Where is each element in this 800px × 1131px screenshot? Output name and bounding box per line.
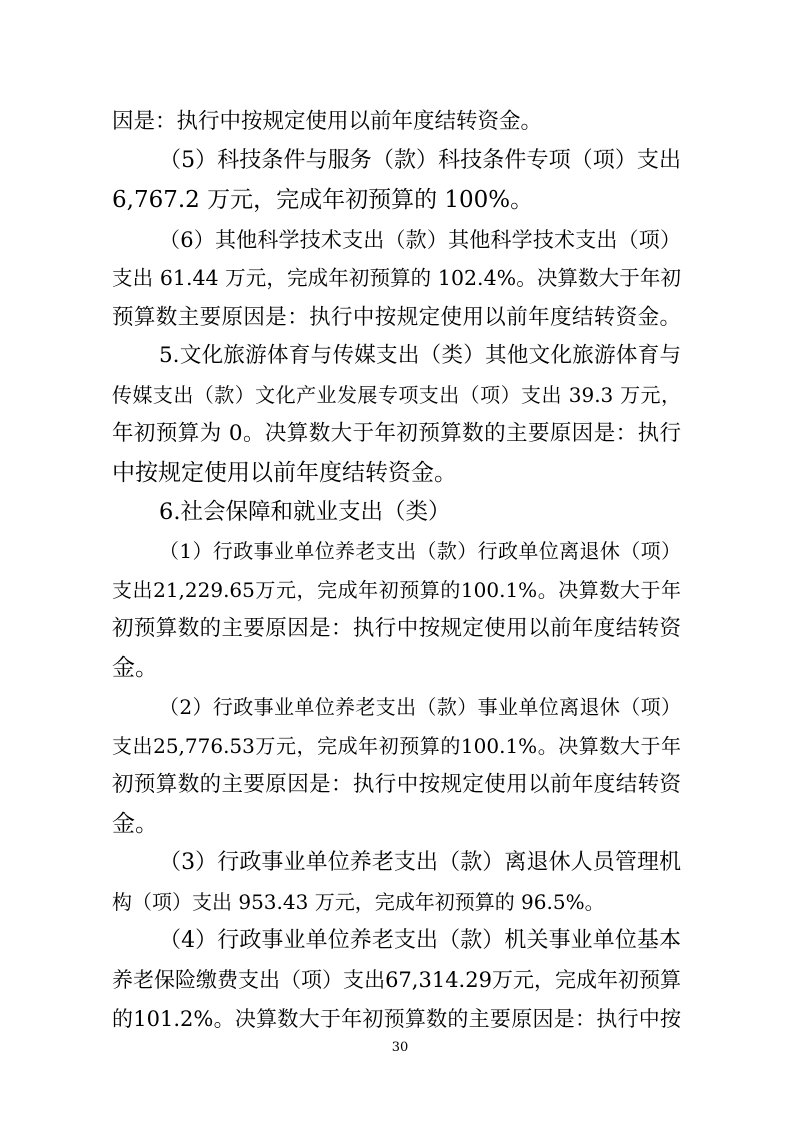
text-line: 年初预算为 0。决算数大于年初预算数的主要原因是：执行 bbox=[112, 421, 681, 447]
text-line: 养老保险缴费支出（项）支出67,314.29万元，完成年初预算 bbox=[112, 967, 681, 992]
text-line: 支出25,776.53万元，完成年初预算的100.1%。决算数大于年 bbox=[112, 734, 681, 759]
text-line: （1）行政事业单位养老支出（款）行政单位离退休（项） bbox=[159, 538, 681, 563]
text-line: 构（项）支出 953.43 万元，完成年初预算的 96.5%。 bbox=[112, 889, 605, 914]
text-line: 的101.2%。决算数大于年初预算数的主要原因是：执行中按 bbox=[112, 1007, 681, 1031]
text-line: （5）科技条件与服务（款）科技条件专项（项）支出 bbox=[159, 148, 681, 174]
text-line: （4）行政事业单位养老支出（款）机关事业单位基本 bbox=[159, 928, 681, 953]
page-number: 30 bbox=[391, 1040, 409, 1055]
text-line: 支出21,229.65万元，完成年初预算的100.1%。决算数大于年 bbox=[112, 578, 681, 603]
text-line: 预算数主要原因是：执行中按规定使用以前年度结转资金。 bbox=[112, 304, 681, 330]
text-line: （2）行政事业单位养老支出（款）事业单位离退休（项） bbox=[159, 694, 681, 719]
text-line: 中按规定使用以前年度结转资金。 bbox=[112, 459, 457, 486]
text-line: 支出 61.44 万元，完成年初预算的 102.4%。决算数大于年初 bbox=[112, 266, 681, 291]
text-line: 6,767.2 万元，完成年初预算的 100%。 bbox=[112, 187, 534, 213]
text-line: 金。 bbox=[112, 810, 158, 837]
text-line: 因是：执行中按规定使用以前年度结转资金。 bbox=[112, 109, 543, 134]
text-line: 金。 bbox=[112, 655, 158, 682]
text-line: 6.社会保障和就业支出（类） bbox=[159, 499, 451, 526]
text-line: （3）行政事业单位养老支出（款）离退休人员管理机 bbox=[159, 849, 681, 875]
text-line: 初预算数的主要原因是：执行中按规定使用以前年度结转资 bbox=[112, 615, 681, 641]
text-line: （6）其他科学技术支出（款）其他科学技术支出（项） bbox=[159, 227, 681, 252]
text-line: 5.文化旅游体育与传媒支出（类）其他文化旅游体育与 bbox=[159, 343, 681, 369]
text-line: 传媒支出（款）文化产业发展专项支出（项）支出 39.3 万元， bbox=[112, 382, 681, 407]
text-line: 初预算数的主要原因是：执行中按规定使用以前年度结转资 bbox=[112, 771, 681, 797]
